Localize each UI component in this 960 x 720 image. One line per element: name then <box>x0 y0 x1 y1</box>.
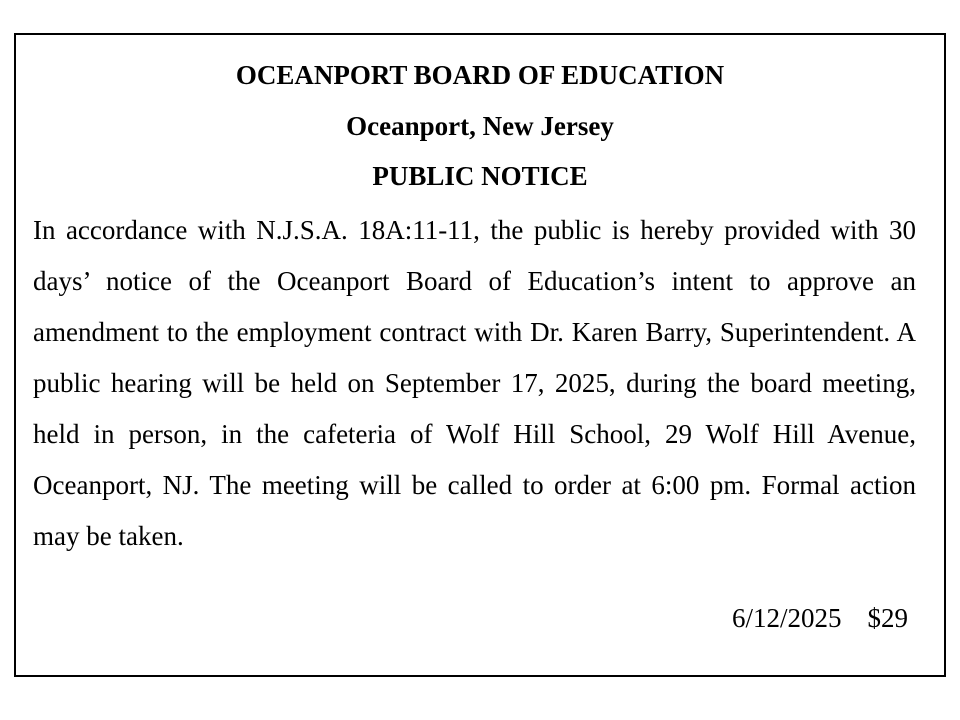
location-subtitle: Oceanport, New Jersey <box>346 111 614 141</box>
notice-body: In accordance with N.J.S.A. 18A:11-11, the public is hereby provided with 30 days’ notice of the Oceanport Board of Education’s intent to approve an amendment to the employment contract with Dr. Karen Barry, Superintendent. A public hearing will be held on September 17, 2025, during the board meeting, held in person, in the cafeteria of Wolf Hill School, 29 Wolf Hill Avenue, Oceanport, NJ. The meeting will be called to order at 6:00 pm. Formal action may be taken. <box>33 215 916 551</box>
public-notice-box <box>14 33 946 677</box>
notice-label: PUBLIC NOTICE <box>372 161 588 191</box>
publication-date: 6/12/2025 <box>731 603 842 633</box>
notice-price: $29 <box>867 603 908 633</box>
notice-footer <box>732 605 908 632</box>
organization-title: OCEANPORT BOARD OF EDUCATION <box>235 60 725 90</box>
